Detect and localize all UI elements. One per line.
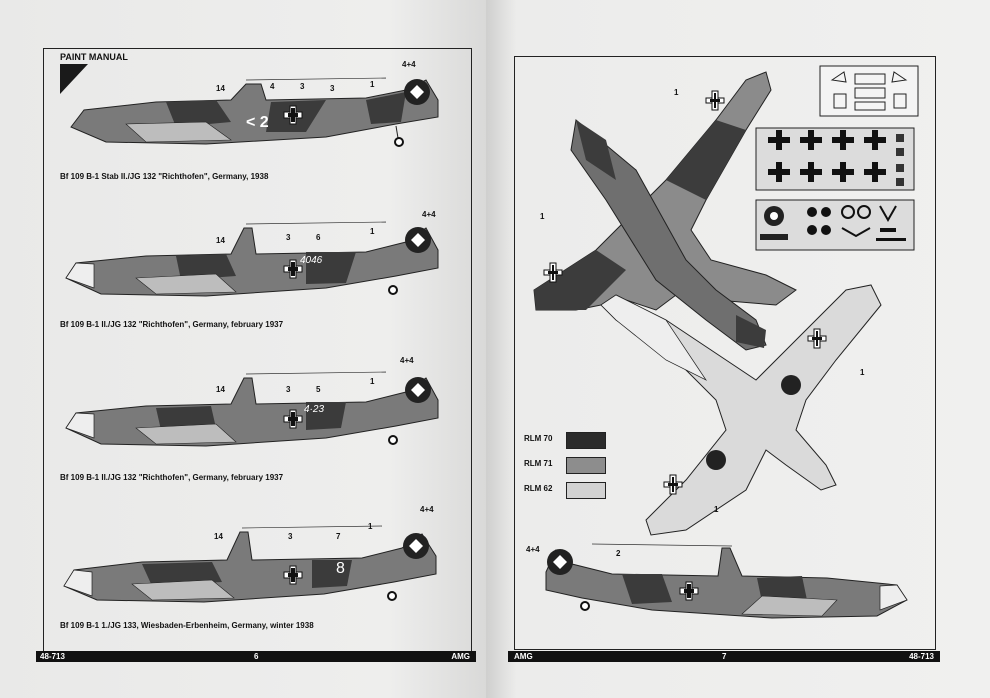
decal-sheet-markings bbox=[756, 200, 916, 252]
profile-right-callout-a: 4+4 bbox=[526, 545, 540, 554]
callout-1-f: 4+4 bbox=[402, 60, 416, 69]
callout-4-c: 7 bbox=[336, 532, 341, 541]
callout-2-a: 14 bbox=[216, 236, 225, 245]
callout-2-d: 1 bbox=[370, 227, 375, 236]
right-footer bbox=[508, 651, 940, 662]
callout-2-e: 4+4 bbox=[422, 210, 436, 219]
bottom-view-plan bbox=[596, 250, 896, 540]
legend-label-rlm71: RLM 71 bbox=[524, 459, 553, 468]
legend-swatch-rlm71 bbox=[566, 457, 606, 474]
top-view-callout-1: 1 bbox=[674, 88, 679, 97]
callout-1-d: 3 bbox=[330, 84, 335, 93]
callout-4-b: 3 bbox=[288, 532, 293, 541]
left-footer-brand: AMG bbox=[451, 652, 470, 661]
callout-1-c: 3 bbox=[300, 82, 305, 91]
callout-2-b: 3 bbox=[286, 233, 291, 242]
callout-4-d: 1 bbox=[368, 522, 373, 531]
callout-4-a: 14 bbox=[214, 532, 223, 541]
aircraft-profile-4 bbox=[62, 520, 442, 605]
callout-3-b: 3 bbox=[286, 385, 291, 394]
legend-swatch-rlm70 bbox=[566, 432, 606, 449]
canopy-mask-sheet bbox=[820, 66, 920, 118]
callout-3-e: 4+4 bbox=[400, 356, 414, 365]
fuselage-code-4: 8 bbox=[336, 560, 345, 577]
top-view-callout-2: 1 bbox=[540, 212, 545, 221]
decal-sheet-crosses bbox=[756, 128, 916, 192]
callout-1-b: 4 bbox=[270, 82, 275, 91]
left-footer bbox=[36, 651, 476, 662]
bottom-view-callout-1: 1 bbox=[860, 368, 865, 377]
right-footer-brand: AMG bbox=[514, 652, 533, 661]
profile-caption-1: Bf 109 B-1 Stab II./JG 132 "Richthofen", Germany, 1938 bbox=[60, 172, 269, 181]
aircraft-profile-right bbox=[552, 540, 912, 620]
aircraft-profile-2 bbox=[66, 218, 446, 298]
header-title: PAINT MANUAL bbox=[60, 52, 128, 62]
left-footer-page: 6 bbox=[254, 652, 259, 661]
left-footer-code: 48-713 bbox=[40, 652, 65, 661]
profile-caption-4: Bf 109 B-1 1./JG 133, Wiesbaden-Erbenheim, Germany, winter 1938 bbox=[60, 621, 314, 630]
profile-caption-2: Bf 109 B-1 II./JG 132 "Richthofen", Germany, february 1937 bbox=[60, 320, 284, 329]
callout-1-a: 14 bbox=[216, 84, 225, 93]
callout-2-c: 6 bbox=[316, 233, 321, 242]
callout-4-e: 4+4 bbox=[420, 505, 434, 514]
aircraft-profile-1 bbox=[66, 72, 446, 152]
profile-caption-3: Bf 109 B-1 II./JG 132 "Richthofen", Germany, february 1937 bbox=[60, 473, 284, 482]
fuselage-code-2: 4046 bbox=[300, 255, 323, 266]
fuselage-code-3: 4·23 bbox=[304, 404, 325, 415]
callout-3-a: 14 bbox=[216, 385, 225, 394]
legend-label-rlm62: RLM 62 bbox=[524, 484, 553, 493]
legend-label-rlm70: RLM 70 bbox=[524, 434, 553, 443]
bottom-view-callout-2: 1 bbox=[714, 505, 719, 514]
aircraft-profile-3 bbox=[66, 368, 446, 448]
profile-right-callout-b: 2 bbox=[616, 549, 621, 558]
left-page bbox=[0, 0, 486, 698]
right-footer-page: 7 bbox=[722, 652, 727, 661]
callout-3-c: 5 bbox=[316, 385, 321, 394]
right-footer-code: 48-713 bbox=[909, 652, 934, 661]
legend-swatch-rlm62 bbox=[566, 482, 606, 499]
callout-1-e: 1 bbox=[370, 80, 375, 89]
fuselage-code-1: < 2 bbox=[246, 114, 269, 131]
right-page bbox=[486, 0, 990, 698]
callout-3-d: 1 bbox=[370, 377, 375, 386]
